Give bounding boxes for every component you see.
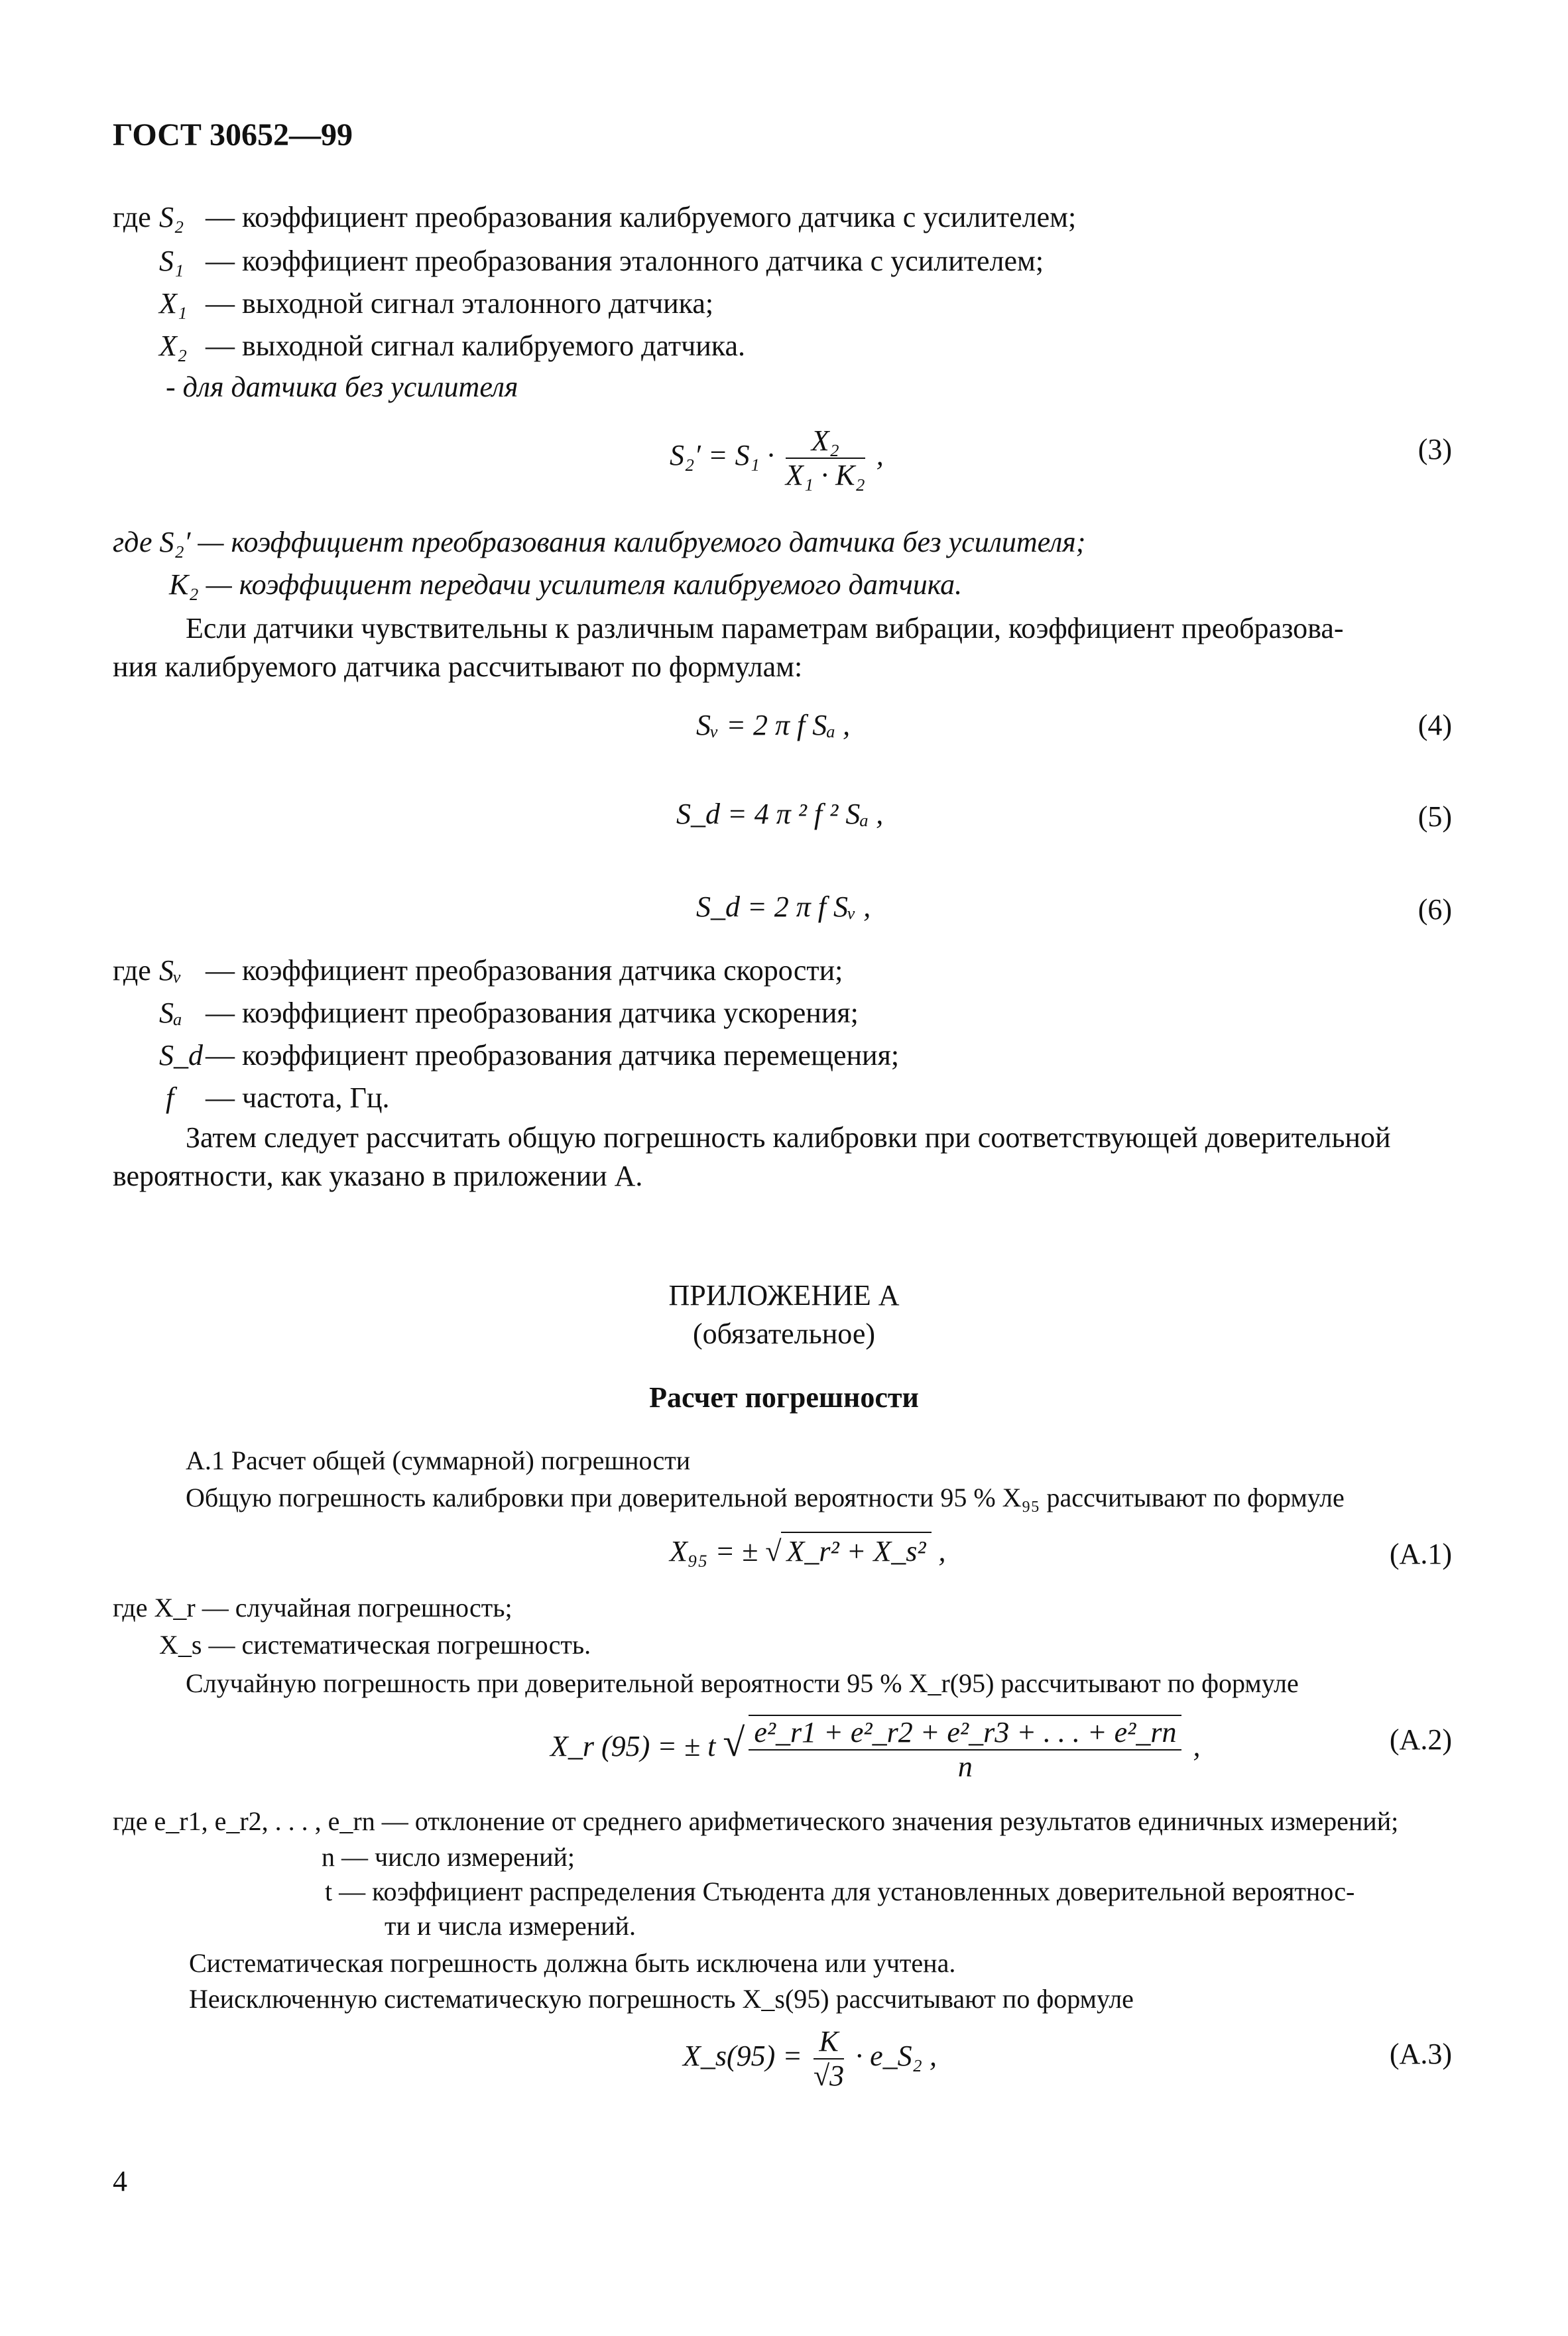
document-header: ГОСТ 30652—99 — [113, 117, 353, 153]
eqa1-number: (А.1) — [1389, 1538, 1452, 1570]
equation-6: S_d = 2 π f Sᵥ , — [696, 891, 871, 923]
para4-line2: Неисключенную систематическую погрешность X_s(95) рассчитывают по формуле — [189, 1984, 1134, 2014]
eqa1-tail: , — [938, 1535, 946, 1568]
eq3-tail: , — [876, 439, 884, 472]
equation-a1 — [670, 1532, 946, 1570]
where-label: где — [113, 201, 151, 233]
equation-5: S_d = 4 π ² f ² Sₐ , — [676, 798, 884, 830]
sqrt-icon: √ — [723, 1721, 745, 1765]
eqa2-number: (А.2) — [1389, 1723, 1452, 1756]
eq3-lhs: S₂′ = S₁ · — [670, 439, 774, 472]
def-symbol: S₂ — [159, 201, 184, 233]
appendix-heading: Расчет погрешности — [649, 1381, 919, 1414]
def-text: — выходной сигнал эталонного датчика; — [206, 287, 714, 320]
def-text: — выходной сигнал калибруемого датчика. — [206, 330, 746, 362]
eqa3-fraction — [814, 2025, 844, 2093]
para3: Случайную погрешность при доверительной вероятности 95 % X_r(95) рассчитывают по формуле — [186, 1668, 1299, 1698]
def-text: — частота, Гц. — [206, 1081, 390, 1114]
eqa2-fraction — [749, 1715, 1181, 1784]
def5-line1: где e_r1, e_r2, . . . , e_rn — отклонение от среднего арифметического значения результатов единичных измерений; — [113, 1806, 1399, 1836]
appendix-title: ПРИЛОЖЕНИЕ А — [668, 1279, 900, 1312]
eqa3-numerator: K — [814, 2025, 844, 2059]
eq3-number: (3) — [1417, 433, 1452, 465]
para4-line1: Систематическая погрешность должна быть исключена или учтена. — [189, 1948, 956, 1978]
eqa2-denominator: n — [957, 1751, 973, 1783]
section-heading — [186, 1444, 690, 1477]
eq3-numerator: X₂ — [786, 424, 865, 459]
section-heading-text: А.1 Расчет общей (суммарной) погрешности — [186, 1445, 691, 1475]
def4-line2: X_s — систематическая погрешность. — [159, 1630, 591, 1660]
def5-line2: n — число измерений; — [322, 1842, 575, 1872]
eqa3-lhs: X_s(95) = — [683, 2040, 802, 2073]
eqa2-numerator: e²_r1 + e²_r2 + e²_r3 + . . . + e²_rn — [749, 1716, 1181, 1751]
where-label: где — [113, 954, 151, 987]
eqa1-lhs: X₉₅ = ± — [670, 1535, 758, 1568]
def-symbol: S_d — [159, 1039, 203, 1072]
para1-line1: Если датчики чувствительны к различным параметрам вибрации, коэффициент преобразова- — [186, 612, 1344, 645]
eqa3-denominator: √3 — [814, 2059, 845, 2092]
def5-line4: ти и числа измерений. — [385, 1911, 636, 1941]
equation-a2 — [550, 1715, 1200, 1784]
def-symbol: X₁ — [159, 287, 188, 320]
eq4-number: (4) — [1417, 709, 1452, 741]
para2-line1: Затем следует рассчитать общую погрешность калибровки при соответствующей доверительной — [186, 1121, 1391, 1154]
para1-line2: ния калибруемого датчика рассчитывают по формулам: — [113, 650, 803, 683]
def-text: — коэффициент преобразования калибруемого датчика с усилителем; — [206, 201, 1077, 233]
para2-line2: вероятности, как указано в приложении А. — [113, 1160, 643, 1192]
appendix-subtitle: (обязательное) — [693, 1318, 875, 1350]
def-symbol: Sᵥ — [159, 954, 182, 987]
def2-line2: K₂ — коэффициент передачи усилителя калибруемого датчика. — [169, 568, 963, 601]
def-symbol: S₁ — [159, 245, 184, 277]
def-symbol: f — [166, 1081, 174, 1114]
def5-line3: t — коэффициент распределения Стьюдента для установленных доверительной вероятнос- — [325, 1876, 1355, 1906]
eq5-number: (5) — [1417, 800, 1452, 833]
equation-a3 — [683, 2025, 937, 2093]
page-number: 4 — [113, 2165, 127, 2197]
equation-3 — [670, 424, 884, 492]
sqrt-icon: √ — [765, 1535, 782, 1568]
def4-line1: где X_r — случайная погрешность; — [113, 1593, 513, 1623]
def-text: — коэффициент преобразования эталонного датчика с усилителем; — [206, 245, 1044, 277]
eqa2-tail: , — [1193, 1730, 1201, 1763]
eqa3-number: (А.3) — [1389, 2038, 1452, 2070]
eq3-fraction — [786, 424, 865, 492]
eqa3-rhs: · e_S₂ , — [855, 2040, 937, 2073]
eq6-number: (6) — [1417, 893, 1452, 926]
def-symbol: Sₐ — [159, 997, 182, 1029]
eqa2-lhs: X_r (95) = ± t — [550, 1730, 716, 1763]
equation-4: Sᵥ = 2 π f Sₐ , — [696, 709, 851, 741]
def-symbol: X₂ — [159, 330, 188, 362]
eq3-denominator: X₁ · K₂ — [785, 459, 865, 491]
def2-line1: где S₂′ — коэффициент преобразования калибруемого датчика без усилителя; — [113, 526, 1086, 558]
def-text: — коэффициент преобразования датчика перемещения; — [206, 1039, 900, 1072]
def-text: — коэффициент преобразования датчика скорости; — [206, 954, 843, 987]
no-amp-note: - для датчика без усилителя — [166, 371, 518, 403]
eqa1-radicand: X_r² + X_s² — [781, 1532, 931, 1570]
appendix-intro: Общую погрешность калибровки при доверительной вероятности 95 % X₉₅ рассчитывают по формуле — [186, 1483, 1345, 1512]
def-text: — коэффициент преобразования датчика ускорения; — [206, 997, 859, 1029]
